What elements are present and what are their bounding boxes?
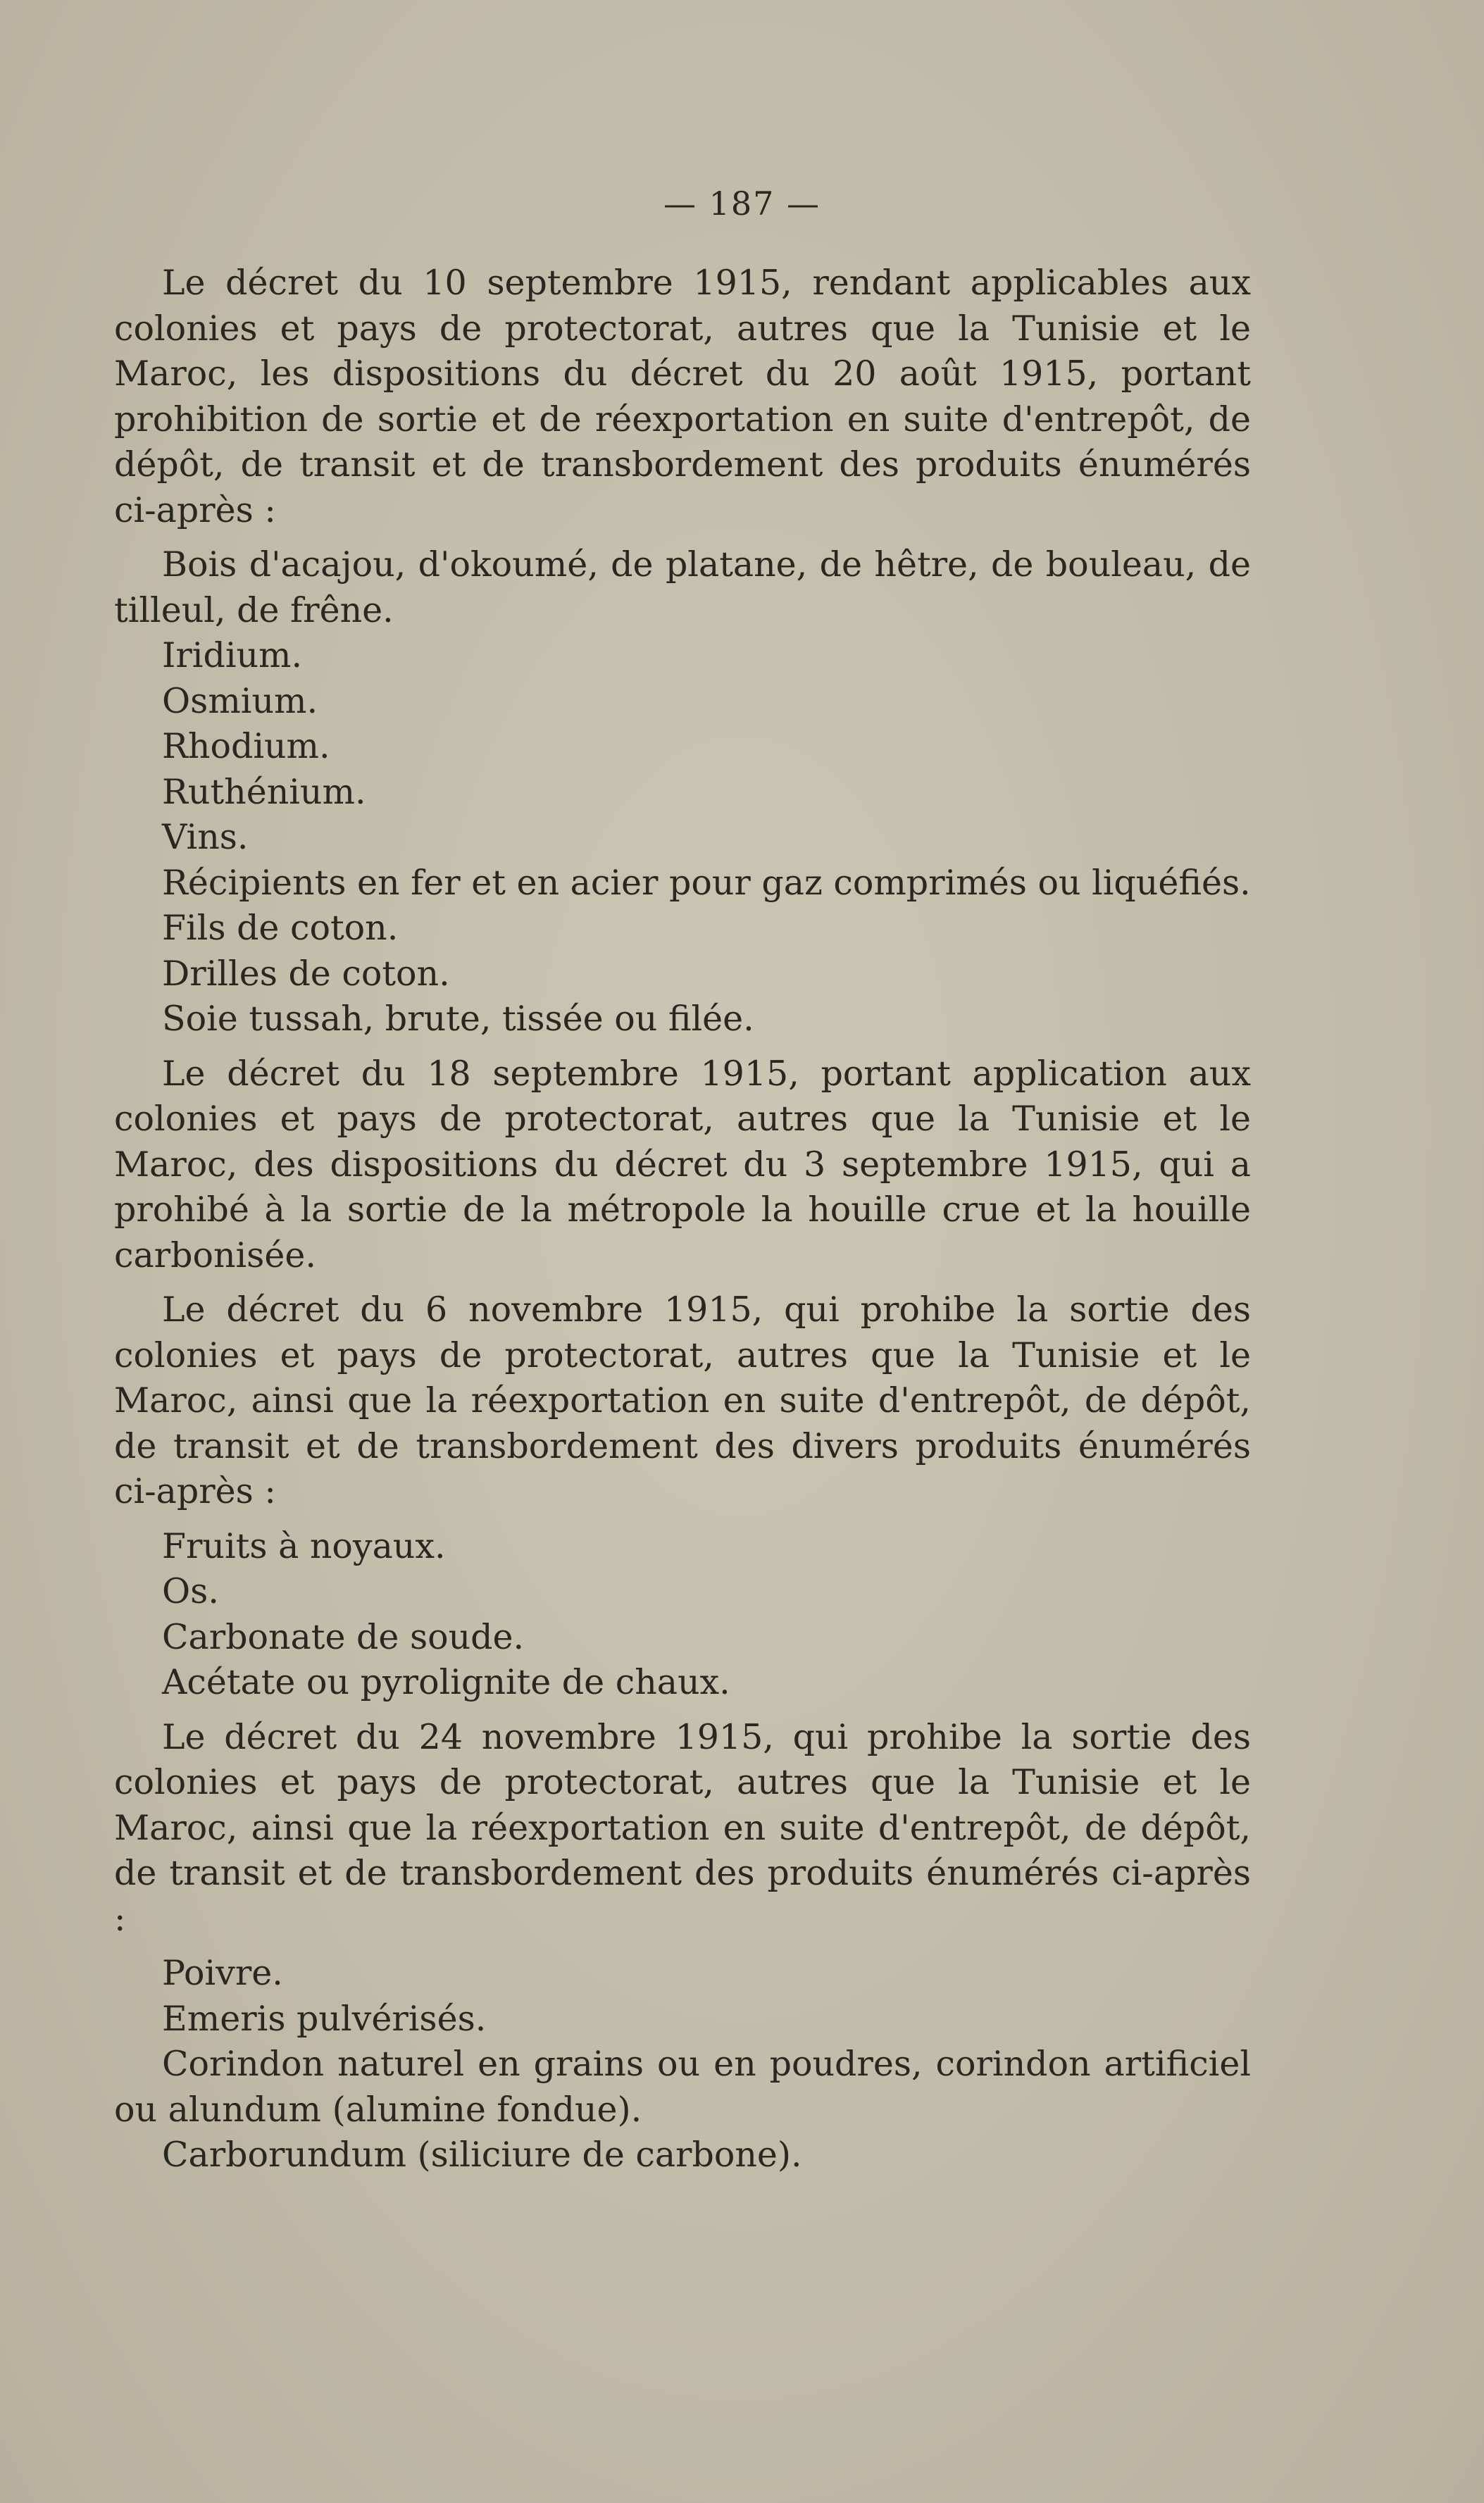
list-item: Emeris pulvérisés.: [162, 1998, 487, 2039]
list-item: Carbonate de soude.: [162, 1616, 525, 1657]
list-item: Corindon naturel en grains ou en poudres, corindon artificiel ou alundum (alumine fondue).: [114, 2044, 1251, 2130]
list-item: Os.: [162, 1571, 219, 1611]
list-item: Vins.: [162, 817, 249, 857]
paragraph-decree-6-nov: Le décret du 6 novembre 1915, qui prohibe la sortie des colonies et pays de protectorat, autres que la Tunisie et le Maroc, ainsi que la réexportation en suite d'entrepôt, de dépôt, de transit et de transbordement des divers produits énumérés ci-après :: [114, 1290, 1251, 1511]
list-item: Drilles de coton.: [162, 953, 450, 994]
list-item: Osmium.: [162, 680, 318, 721]
list-item: Ruthénium.: [162, 771, 366, 812]
list-item: Acétate ou pyrolignite de chaux.: [162, 1662, 730, 1702]
list-item: Fils de coton.: [162, 908, 399, 948]
list-item: Fruits à noyaux.: [162, 1525, 446, 1566]
list-item: Iridium.: [162, 635, 303, 675]
list-products-24-nov: [114, 1951, 1251, 2178]
list-item: Récipients en fer et en acier pour gaz comprimés ou liquéfiés.: [162, 862, 1251, 903]
list-item: Bois d'acajou, d'okoumé, de platane, de hêtre, de bouleau, de tilleul, de frêne.: [114, 544, 1251, 630]
list-products-6-nov: [114, 1524, 1251, 1706]
page-number: — 187 —: [663, 185, 821, 223]
paragraph-decree-24-nov: Le décret du 24 novembre 1915, qui prohibe la sortie des colonies et pays de protectorat, autres que la Tunisie et le Maroc, ainsi que la réexportation en suite d'entrepôt, de dépôt, de transit et de transbordement des produits énumérés ci-après :: [114, 1716, 1251, 1939]
list-item: Rhodium.: [162, 726, 330, 766]
list-item: Soie tussah, brute, tissée ou filée.: [162, 999, 754, 1039]
list-item: Carborundum (siliciure de carbone).: [162, 2135, 802, 2175]
list-products-10-sept: [114, 542, 1251, 1042]
paragraph-decree-10-sept: Le décret du 10 septembre 1915, rendant applicables aux colonies et pays de protectorat, autres que la Tunisie et le Maroc, les dispositions du décret du 20 août 1915, portant prohibition de sortie et de réexportation en suite d'entrepôt, de dépôt, de transit et de transbordement des produits énumérés ci-après :: [114, 263, 1251, 530]
list-item: Poivre.: [162, 1953, 283, 1993]
body-text: [114, 261, 1251, 2187]
paragraph-decree-18-sept: Le décret du 18 septembre 1915, portant application aux colonies et pays de protectorat, autres que la Tunisie et le Maroc, des dispositions du décret du 3 septembre 1915, qui a prohibé à la sortie de la métropole la houille crue et la houille carbonisée.: [114, 1053, 1251, 1275]
